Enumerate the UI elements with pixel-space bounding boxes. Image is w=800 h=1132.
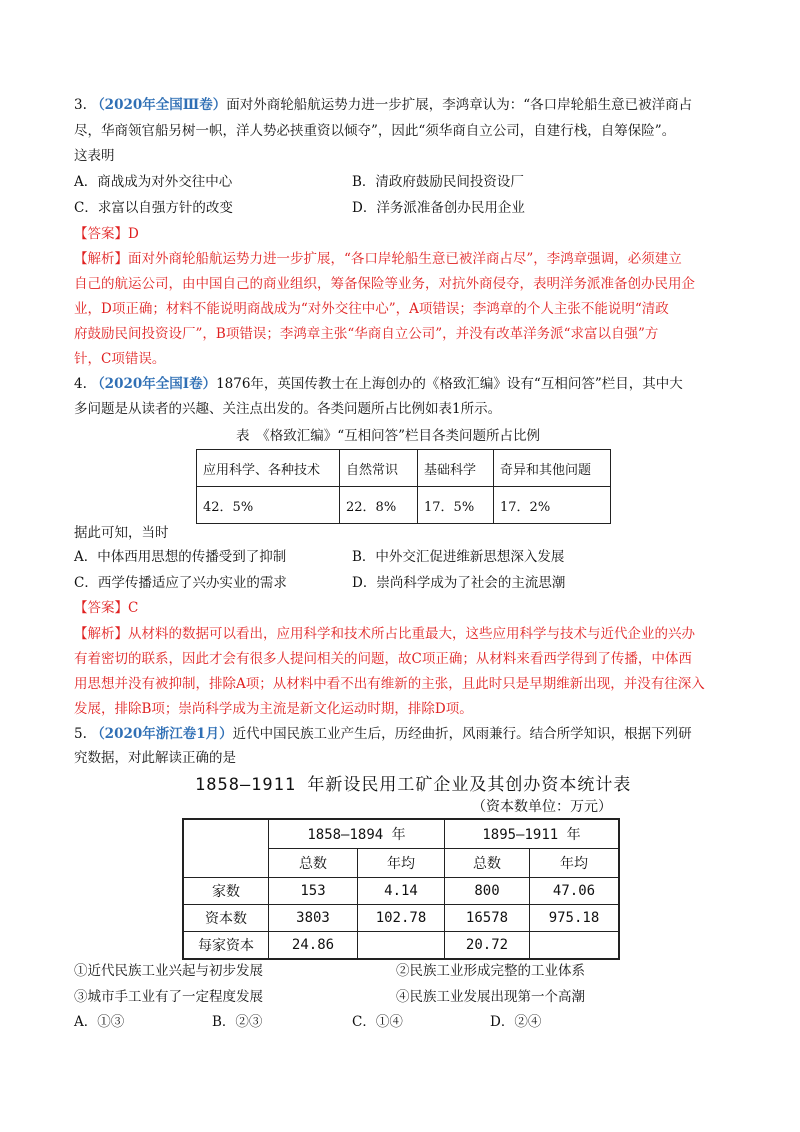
table-cell: 17．2% xyxy=(494,487,611,524)
table-period-header: 1895—1911 年 xyxy=(445,819,620,849)
q5-option-c: C．①④ xyxy=(352,1014,403,1030)
q3-option-d: D．洋务派准备创办民用企业 xyxy=(352,200,525,216)
table-row-label: 家数 xyxy=(183,878,269,905)
table-row-label: 资本数 xyxy=(183,905,269,932)
table-cell: 42．5% xyxy=(197,487,340,524)
q4-analysis-line-2: 有着密切的联系，因此才会有很多人提问相关的问题，故C项正确；从材料来看西学得到了传播，中体西 xyxy=(74,651,692,667)
q4-number: 4. xyxy=(74,376,87,392)
q4-lead: 据此可知，当时 xyxy=(74,525,169,541)
table-cell: 22．8% xyxy=(340,487,418,524)
table-cell: 102.78 xyxy=(358,905,445,932)
table-row xyxy=(183,819,619,849)
q5-table-unit: （资本数单位：万元） xyxy=(472,799,612,815)
table-cell: 4.14 xyxy=(358,878,445,905)
table-cell: 153 xyxy=(269,878,358,905)
q3-stem-text-1: 面对外商轮船航运势力进一步扩展，李鸿章认为：“各口岸轮船生意已被洋商占 xyxy=(226,97,693,113)
table-row xyxy=(183,932,619,960)
q5-stem-line-2: 究数据，对此解读正确的是 xyxy=(74,750,236,766)
q4-proportion-table xyxy=(196,449,611,524)
table-cell: 24.86 xyxy=(269,932,358,960)
q5-statement-3: ③城市手工业有了一定程度发展 xyxy=(74,989,263,1005)
table-row xyxy=(197,487,611,524)
q4-option-c: C．西学传播适应了兴办实业的需求 xyxy=(74,575,287,591)
q5-number: 5. xyxy=(74,726,87,742)
table-header-cell: 基础科学 xyxy=(418,450,494,487)
q4-analysis-line-1: 【解析】从材料的数据可以看出，应用科学和技术所占比重最大，这些应用科学与技术与近代企业的兴办 xyxy=(74,626,695,642)
table-cell: 16578 xyxy=(445,905,530,932)
q3-source: （2020年全国Ⅲ卷） xyxy=(91,97,227,113)
table-cell: 800 xyxy=(445,878,530,905)
q3-option-b: B．清政府鼓励民间投资设厂 xyxy=(352,174,524,190)
q4-option-b: B．中外交汇促进维新思想深入发展 xyxy=(352,549,565,565)
q4-source: （2020年全国Ⅰ卷） xyxy=(91,376,217,392)
table-subheader-cell: 总数 xyxy=(445,849,530,878)
q4-stem-line-1 xyxy=(74,374,683,394)
table-row-label: 每家资本 xyxy=(183,932,269,960)
table-corner-cell xyxy=(183,819,269,878)
q4-answer: 【答案】C xyxy=(74,600,139,616)
table-row xyxy=(197,450,611,487)
q3-analysis-line-1: 【解析】面对外商轮船航运势力进一步扩展，“各口岸轮船生意已被洋商占尽”，李鸿章强调，必须建立 xyxy=(74,251,682,267)
q4-stem-text-1: 1876年，英国传教士在上海创办的《格致汇编》设有“互相问答”栏目，其中大 xyxy=(216,376,683,392)
q3-analysis-line-3: 业，D项正确；材料不能说明商战成为“对外交往中心”，A项错误；李鸿章的个人主张不能说明“清政 xyxy=(74,301,669,317)
q4-stem-line-2: 多问题是从读者的兴趣、关注点出发的。各类问题所占比例如表1所示。 xyxy=(74,401,502,417)
q3-option-c: C．求富以自强方针的改变 xyxy=(74,200,233,216)
q5-option-b: B．②③ xyxy=(212,1014,263,1030)
table-cell: 47.06 xyxy=(530,878,620,905)
q5-enterprise-table xyxy=(182,818,620,960)
q4-option-a: A．中体西用思想的传播受到了抑制 xyxy=(74,549,287,565)
table-row xyxy=(183,878,619,905)
table-header-cell: 奇异和其他问题 xyxy=(494,450,611,487)
table-subheader-cell: 总数 xyxy=(269,849,358,878)
q5-table-title: 1858—1911 年新设民用工矿企业及其创办资本统计表 xyxy=(195,775,632,795)
q5-statement-1: ①近代民族工业兴起与初步发展 xyxy=(74,963,263,979)
q3-stem-line-1 xyxy=(74,95,692,115)
q5-statement-2: ②民族工业形成完整的工业体系 xyxy=(396,963,585,979)
q4-analysis-line-3: 用思想并没有被抑制，排除A项；从材料中看不出有维新的主张，且此时只是早期维新出现，并没有往深入 xyxy=(74,676,705,692)
q4-table-caption: 表 《格致汇编》“互相问答”栏目各类问题所占比例 xyxy=(236,428,541,444)
table-period-header: 1858—1894 年 xyxy=(269,819,445,849)
q3-analysis-line-5: 针，C项错误。 xyxy=(74,351,166,367)
table-row xyxy=(183,905,619,932)
q5-stem-line-1 xyxy=(74,724,692,744)
table-subheader-cell: 年均 xyxy=(358,849,445,878)
q5-statement-4: ④民族工业发展出现第一个高潮 xyxy=(396,989,585,1005)
table-cell xyxy=(358,932,445,960)
q4-analysis-line-4: 发展，排除B项；崇尚科学成为主流是新文化运动时期，排除D项。 xyxy=(74,701,473,717)
q3-number: 3. xyxy=(74,97,87,113)
q3-stem-line-2: 尽，华商领官船另树一帜，洋人势必挟重资以倾夺”，因此“须华商自立公司，自建行栈，自筹保险”。 xyxy=(74,123,676,139)
table-cell: 20.72 xyxy=(445,932,530,960)
table-header-cell: 自然常识 xyxy=(340,450,418,487)
q3-option-a: A．商战成为对外交往中心 xyxy=(74,174,233,190)
q3-analysis-line-2: 自己的航运公司，由中国自己的商业组织，筹备保险等业务，对抗外商侵夺，表明洋务派准备创办民用企 xyxy=(74,276,695,292)
q3-analysis-line-4: 府鼓励民间投资设厂”，B项错误；李鸿章主张“华商自立公司”，并没有改革洋务派“求富以自强”方 xyxy=(74,326,659,342)
q3-answer: 【答案】D xyxy=(74,226,139,242)
table-cell: 3803 xyxy=(269,905,358,932)
q5-option-a: A．①③ xyxy=(74,1014,125,1030)
q5-option-d: D．②④ xyxy=(490,1014,542,1030)
q4-option-d: D．崇尚科学成为了社会的主流思潮 xyxy=(352,575,566,591)
table-header-cell: 应用科学、各种技术 xyxy=(197,450,340,487)
q3-stem-line-3: 这表明 xyxy=(74,148,115,164)
q5-source: （2020年浙江卷1月） xyxy=(91,726,233,742)
table-cell xyxy=(530,932,620,960)
table-cell: 975.18 xyxy=(530,905,620,932)
table-cell: 17．5% xyxy=(418,487,494,524)
table-subheader-cell: 年均 xyxy=(530,849,620,878)
q5-stem-text-1: 近代中国民族工业产生后，历经曲折，风雨兼行。结合所学知识，根据下列研 xyxy=(232,726,692,742)
